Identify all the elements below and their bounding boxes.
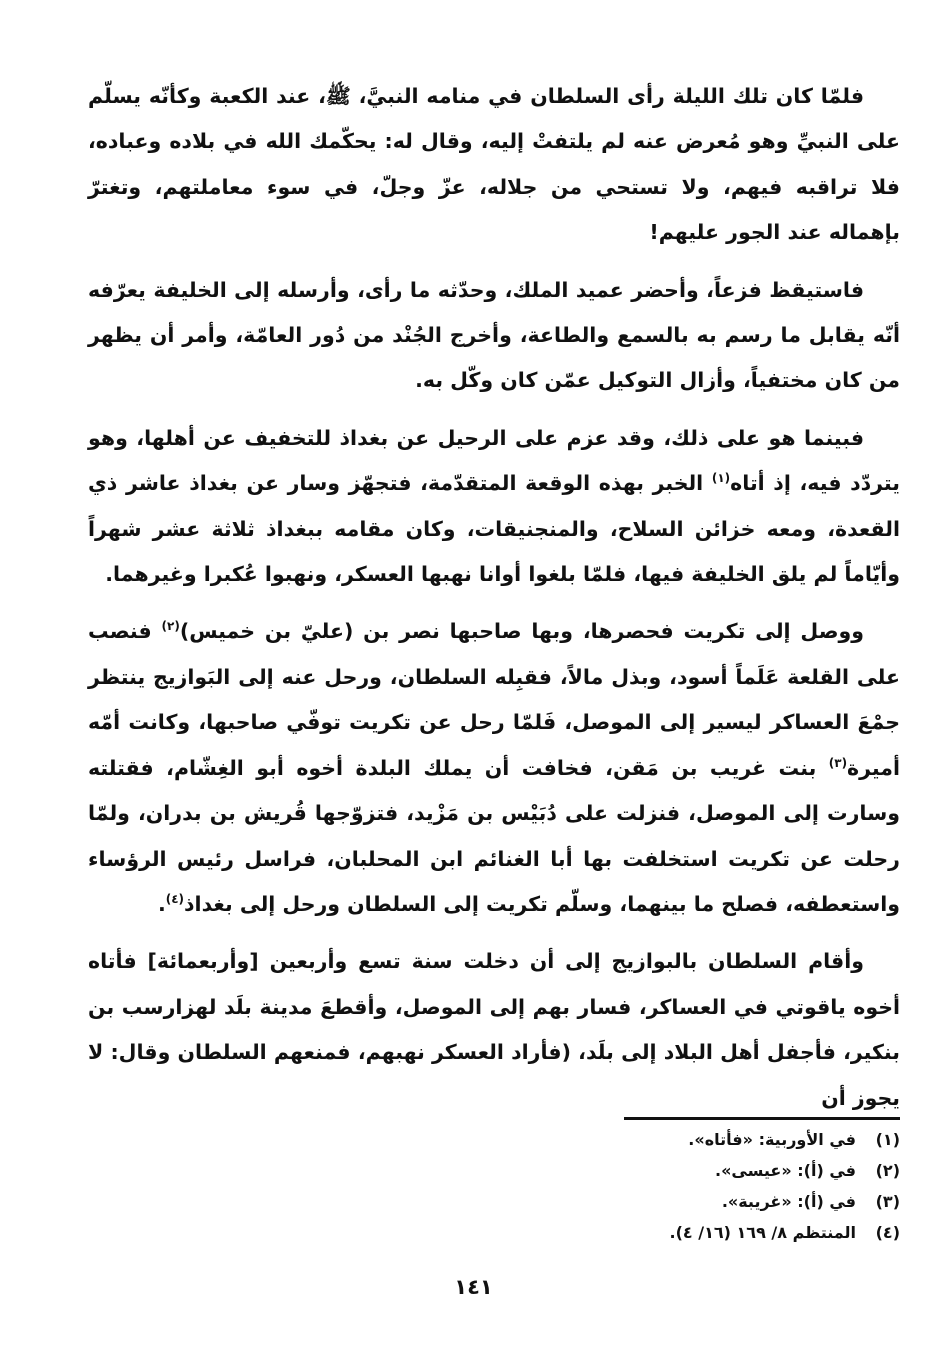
footnote-item xyxy=(560,1130,900,1161)
paragraph-text: فنصب على القلعة عَلَماً أسود، وبذل مالاً، فقبِله السلطان، ورحل عنه إلى البَوازيج ينتظر جمْعَ العساكر ليسير إلى الموصل، فَلمّا رحل عن تكريت توفّي صاحبها، وكانت أمّه أميرة xyxy=(88,619,900,780)
paragraph-text: . xyxy=(157,891,166,916)
paragraph-3 xyxy=(88,416,900,598)
paragraph-text: فاستيقظ فزعاً، وأحضر عميد الملك، وحدّثه ما رأى، وأرسله إلى الخليفة يعرّفه أنّه يقابل ما رسم به بالسمع والطاعة، وأخرج الجُنْد من دُور العامّة، وأمر أن يظهر من كان مختفياً، وأزال التوكيل عمّن كان وكّل به. xyxy=(88,277,900,393)
footnote-marker: (١) xyxy=(711,471,731,486)
paragraph-text: وأقام السلطان بالبوازيج إلى أن دخلت سنة تسع وأربعين [وأربعمائة] فأتاه أخوه ياقوتي في العساكر، فسار بهم إلى الموصل، وأقطعَ مدينة بلَد لهزارسب بن بنكير، فأجفل أهل البلاد إلى بلَد، (فأراد العسكر نهبهم، فمنعهم السلطان وقال: لا يجوز أن xyxy=(88,949,900,1110)
paragraph-text: الخبر بهذه الوقعة المتقدّمة، فتجهّز وسار عن بغداذ عاشر ذي القعدة، ومعه خزائن السلاح، والمنجنيقات، وكان مقامه ببغداذ ثلاثة عشر شهراً وأيّاماً لم يلق الخليفة فيها، فلمّا بلغوا أوانا نهبها العسكر، ونهبوا عُكبرا وغيرهما. xyxy=(88,471,900,587)
footnote-marker: (٤) xyxy=(165,892,185,907)
footnote-text: في (أ): «عيسى». xyxy=(715,1161,856,1180)
paragraph-text: فلمّا كان تلك الليلة رأى السلطان في منامه النبيَّ، ﷺ، عند الكعبة وكأنّه يسلّم على النبيِّ وهو مُعرض عنه لم يلتفتْ إليه، وقال له: يحكّمك الله في بلاده وعباده، فلا تراقبه فيهم، ولا تستحي من جلاله، عزّ وجلّ، في سوء معاملتهم، وتغترّ بإهماله عند الجور عليهم! xyxy=(88,84,900,245)
main-text xyxy=(88,74,900,1133)
footnote-text: في الأوربية: «فأتاه». xyxy=(688,1130,856,1149)
footnote-marker: (٢) xyxy=(161,619,180,634)
footnote-marker: (٣) xyxy=(828,755,848,770)
footnote-item xyxy=(560,1192,900,1223)
footnote-text: في (أ): «غريبة». xyxy=(721,1192,856,1211)
footnote-item xyxy=(560,1161,900,1192)
paragraph-2 xyxy=(88,268,900,404)
footnote-number: (٢) xyxy=(875,1161,900,1180)
paragraph-text: بنت غريب بن مَقن، فخافت أن يملك البلدة أخوه أبو الغِشّام، فقتلته وسارت إلى الموصل، فنزلت على دُبَيْس بن مَزْيد، فتزوّجها قُريش بن بدران، ولمّا رحلت عن تكريت استخلفت بها أبا الغنائم ابن المحلبان، فراسل رئيس الرؤساء واستعطفه، فصلح ما بينهما، وسلّم تكريت إلى السلطان ورحل إلى بغداذ xyxy=(88,755,900,916)
paragraph-text: ووصل إلى تكريت فحصرها، وبها صاحبها نصر بن (عليّ بن خميس) xyxy=(179,619,864,644)
footnote-number: (٣) xyxy=(875,1192,900,1211)
footnote-number: (٤) xyxy=(875,1223,900,1242)
footnote-number: (١) xyxy=(875,1130,900,1149)
footnote-item xyxy=(560,1223,900,1254)
footnotes xyxy=(560,1130,900,1254)
paragraph-5 xyxy=(88,939,900,1121)
footnote-text: المنتظم ٨/ ١٦٩ (١٦/ ٤). xyxy=(669,1223,856,1242)
paragraph-1 xyxy=(88,74,900,256)
footnote-divider xyxy=(624,1117,900,1120)
paragraph-text: فبينما هو على ذلك، وقد عزم على الرحيل عن بغداذ للتخفيف عن أهلها، وهو يتردّد فيه، إذ أتاه xyxy=(88,425,901,496)
page-number: ١٤١ xyxy=(454,1275,493,1299)
paragraph-4 xyxy=(88,609,900,927)
